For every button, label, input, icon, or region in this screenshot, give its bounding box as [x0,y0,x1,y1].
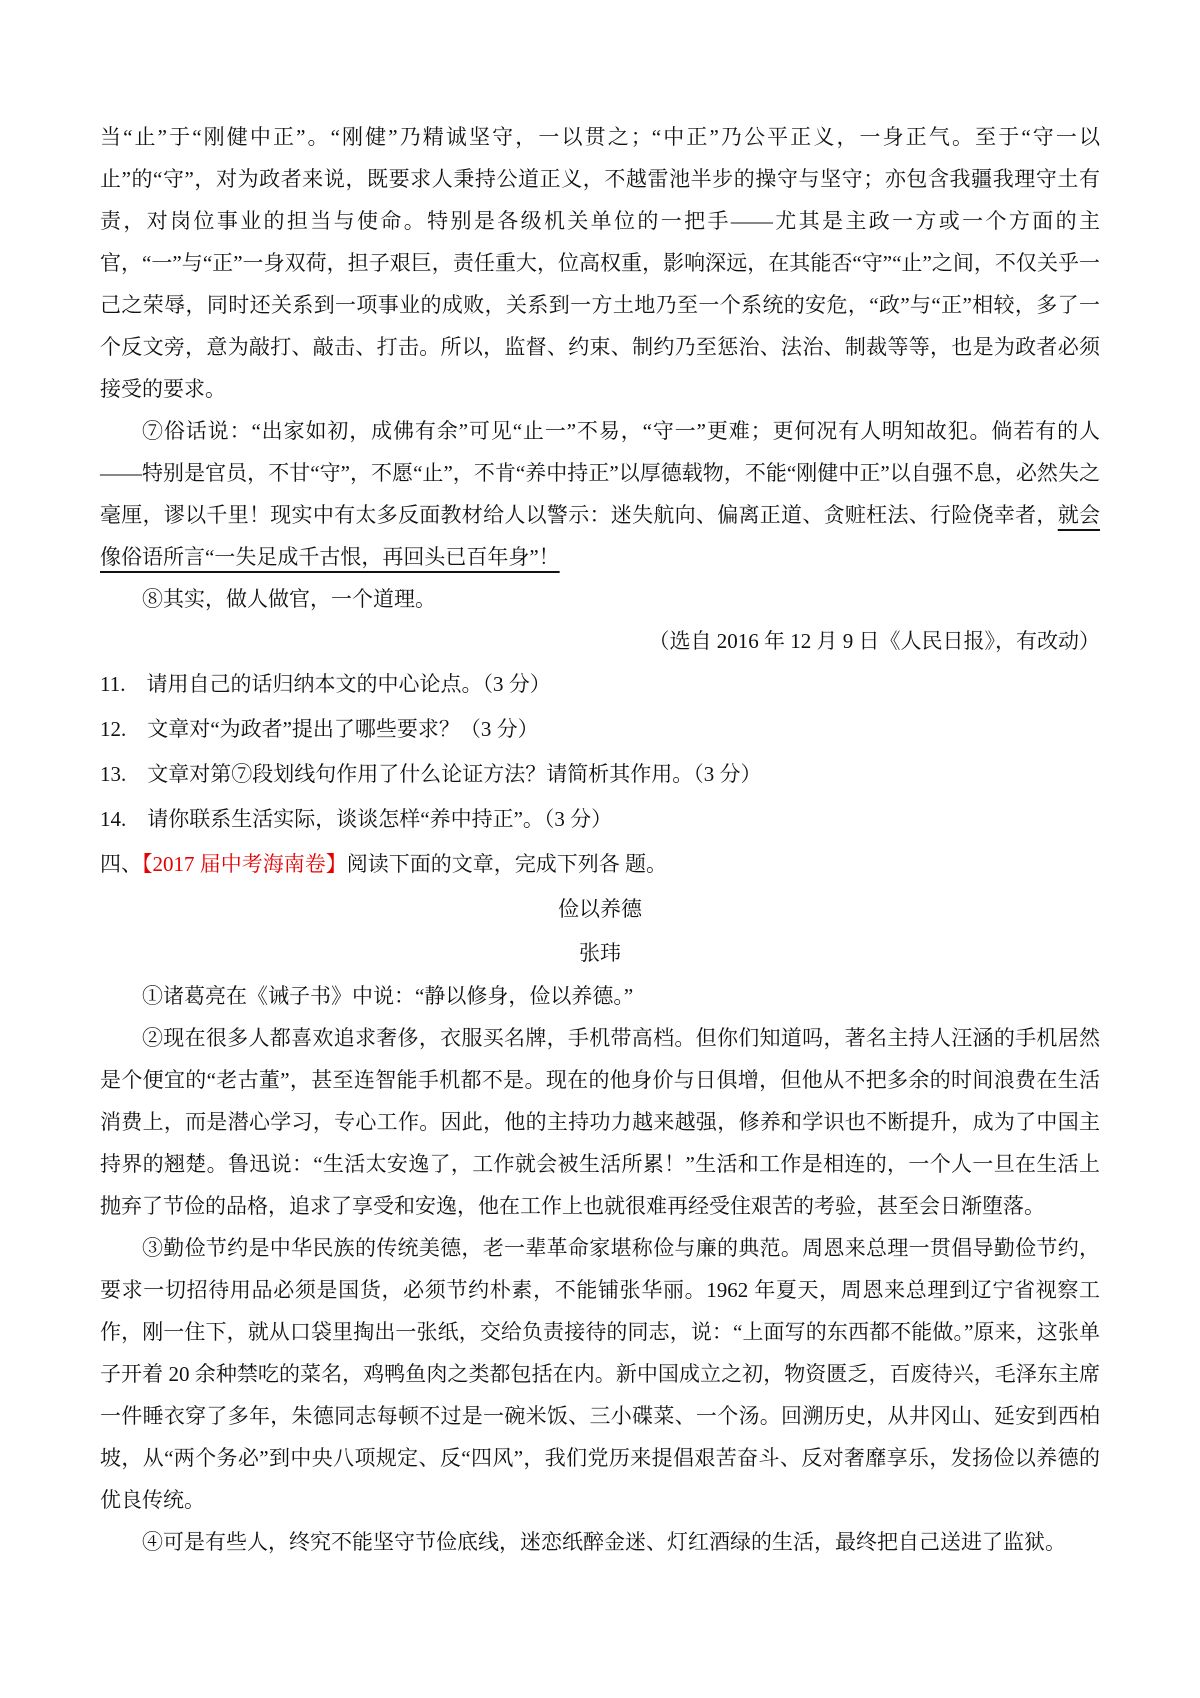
section-instruction: 阅读下面的文章，完成下列各 题。 [346,852,667,876]
question-12: 12. 文章对“为政者”提出了哪些要求？（3 分） [100,717,539,741]
section-four-heading [100,842,1100,887]
question-13: 13. 文章对第⑦段划线句作用了什么论证方法？请简析其作用。（3 分） [100,762,762,786]
paragraph-7-text: ⑦俗话说：“出家如初，成佛有余”可见“止一”不易，“守一”更难；更何况有人明知故犯。倘若有的人——特别是官员，不甘“守”，不愿“止”，不肯“养中持正”以厚德载物，不能“刚健中正”以自强不息，必然失之毫厘，谬以千里！现实中有太多反面教材给人以警示：迷失航向、偏离正道、贪赃枉法、行险侥幸者， [100,419,1100,527]
passage-paragraph-continuation: 当“止”于“刚健中正”。“刚健”乃精诚坚守，一以贯之；“中正”乃公平正义，一身正气。至于“守一以止”的“守”，对为政者来说，既要求人秉持公道正义，不越雷池半步的操守与坚守；亦包含我疆我理守土有责，对岗位事业的担当与使命。特别是各级机关单位的一把手——尤其是主政一方或一个方面的主官，“一”与“正”一身双荷，担子艰巨，责任重大，位高权重，影响深远，在其能否“守”“止”之间，不仅关乎一己之荣辱，同时还关系到一项事业的成败，关系到一方土地乃至一个系统的安危，“政”与“正”相较，多了一个反文旁，意为敲打、敲击、打击。所以，监督、约束、制约乃至惩治、法治、制裁等等，也是为政者必须接受的要求。 [100,125,1100,401]
section-number: 四、 [100,852,142,876]
exam-source-tag: 【2017 届中考海南卷】 [142,852,347,876]
question-11: 11. 请用自己的话归纳本文的中心论点。（3 分） [100,672,551,696]
article-paragraph-1: ①诸葛亮在《诫子书》中说：“静以修身，俭以养德。” [142,984,634,1008]
article-author: 张玮 [579,941,621,965]
source-attribution: （选自 2016 年 12 月 9 日《人民日报》，有改动） [648,629,1100,653]
passage-paragraph-7 [100,410,1100,578]
underlined-clause: 就会像俗语所言“一失足成千古恨，再回头已百年身”！ [100,503,1101,569]
article-title: 俭以养德 [558,897,642,921]
article-paragraph-4: ④可是有些人，终究不能坚守节俭底线，迷恋纸醉金迷、灯红酒绿的生活，最终把自己送进了监狱。 [142,1530,1066,1554]
article-paragraph-2: ②现在很多人都喜欢追求奢侈，衣服买名牌，手机带高档。但你们知道吗，著名主持人汪涵的手机居然是个便宜的“老古董”，甚至连智能手机都不是。现在的他身价与日俱增，但他从不把多余的时间浪费在生活消费上，而是潜心学习，专心工作。因此，他的主持功力越来越强，修养和学识也不断提升，成为了中国主持界的翘楚。鲁迅说：“生活太安逸了，工作就会被生活所累！”生活和工作是相连的，一个人一旦在生活上抛弃了节俭的品格，追求了享受和安逸，他在工作上也就很难再经受住艰苦的考验，甚至会日渐堕落。 [100,1026,1100,1218]
question-14: 14. 请你联系生活实际，谈谈怎样“养中持正”。（3 分） [100,807,613,831]
passage-paragraph-8: ⑧其实，做人做官，一个道理。 [142,587,436,611]
article-paragraph-3: ③勤俭节约是中华民族的传统美德，老一辈革命家堪称俭与廉的典范。周恩来总理一贯倡导勤俭节约，要求一切招待用品必须是国货，必须节约朴素，不能铺张华丽。1962 年夏天，周恩来总理到辽宁省视察工作，刚一住下，就从口袋里掏出一张纸，交给负责接待的同志，说：“上面写的东西都不能做。”原来，这张单子开着 20 余种禁吃的菜名，鸡鸭鱼肉之类都包括在内。新中国成立之初，物资匮乏，百废待兴，毛泽东主席一件睡衣穿了多年，朱德同志每顿不过是一碗米饭、三小碟菜、一个汤。回溯历史，从井冈山、延安到西柏坡，从“两个务必”到中央八项规定、反“四风”，我们党历来提倡艰苦奋斗、反对奢靡享乐，发扬俭以养德的优良传统。 [100,1236,1100,1512]
